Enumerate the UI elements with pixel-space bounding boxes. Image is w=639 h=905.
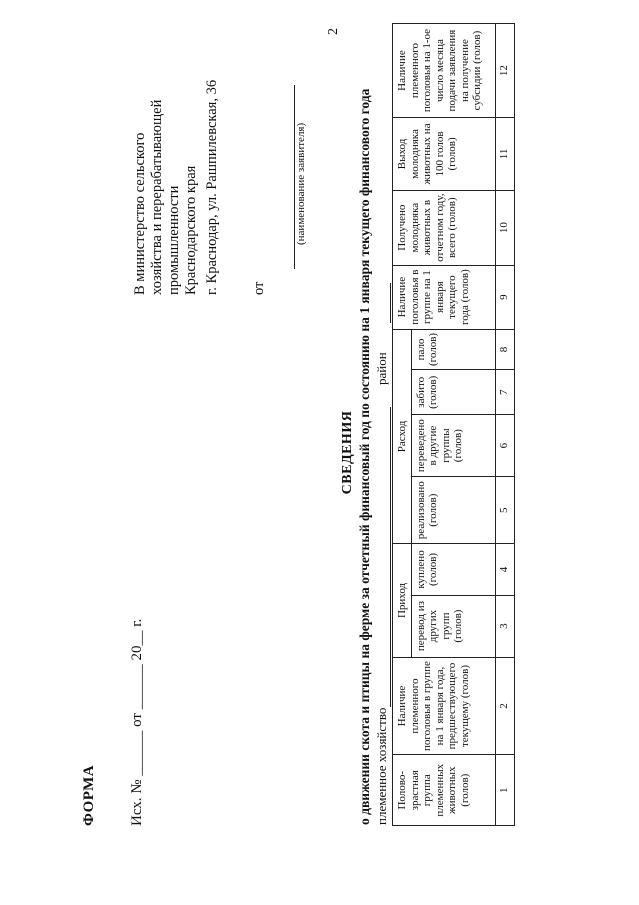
outgoing-reference: Исх. № ______ от ______ 20__ г. xyxy=(129,618,145,826)
column-number: 8 xyxy=(495,329,514,370)
addressee-line: хозяйства и перерабатывающей xyxy=(149,99,165,295)
form-label: ФОРМА xyxy=(81,764,97,826)
addressee-line: Краснодарского края xyxy=(183,165,199,295)
column-number: 5 xyxy=(495,477,514,544)
address-line: г. Краснодар, ул. Рашпилевская, 36 xyxy=(204,79,220,295)
header-slaughtered: забито (голов) xyxy=(411,370,495,415)
header-expense-group: Расход xyxy=(393,329,412,544)
column-number: 11 xyxy=(495,118,514,191)
addressee-line: В министерство сельского xyxy=(132,132,148,295)
header-stock-prev-year: Наличие племенного поголовья в группе на 1 января года, предшествующего текущему (голов) xyxy=(393,657,496,755)
district-label: район xyxy=(374,352,389,385)
page-number: 2 xyxy=(326,28,341,35)
header-age-group: Полово-зрастная группа племенных животных (голов) xyxy=(393,755,496,826)
livestock-movement-table xyxy=(392,23,515,826)
from-label: от xyxy=(251,281,267,295)
header-transfer-out: переведено в другие группы (голов) xyxy=(411,415,495,477)
header-stock-application-month: Наличие племенного поголовья на 1-ое число месяца подачи заявления на получение субсидии (голов) xyxy=(393,24,496,118)
column-number: 9 xyxy=(495,265,514,329)
document-title: СВЕДЕНИЯ xyxy=(340,410,355,495)
farm-label: племенное хозяйство xyxy=(374,707,389,825)
header-row-1 xyxy=(393,24,412,826)
applicant-caption: (наименование заявителя) xyxy=(295,122,307,245)
header-young-yield: Выход молодняка животных на 100 голов (голов) xyxy=(393,118,496,191)
column-number-row xyxy=(495,24,514,826)
header-sold: реализовано (голов) xyxy=(411,477,495,544)
addressee-block xyxy=(132,25,200,295)
column-number: 2 xyxy=(495,657,514,755)
column-number: 1 xyxy=(495,755,514,826)
column-number: 4 xyxy=(495,544,514,595)
column-number: 6 xyxy=(495,415,514,477)
column-number: 3 xyxy=(495,595,514,657)
column-number: 7 xyxy=(495,370,514,415)
header-died: пало (голов) xyxy=(411,329,495,370)
header-stock-current-year: Наличие поголовья в группе на 1 января текущего года (голов) xyxy=(393,265,496,329)
document-subtitle: о движении скота и птицы на ферме за отчетный финансовый год по состоянию на 1 января текущего финансового года xyxy=(357,88,372,825)
district-name-line xyxy=(390,283,391,323)
farm-name-line xyxy=(390,407,391,707)
addressee-line: промышленности xyxy=(166,185,182,295)
header-income-group: Приход xyxy=(393,544,412,657)
header-transfer-in: перевод из других групп (голов) xyxy=(411,595,495,657)
header-young-received: Получено молодняка животных в отчетном году, всего (голов) xyxy=(393,190,496,265)
header-bought: куплено (голов) xyxy=(411,544,495,595)
column-number: 12 xyxy=(495,24,514,118)
column-number: 10 xyxy=(495,190,514,265)
